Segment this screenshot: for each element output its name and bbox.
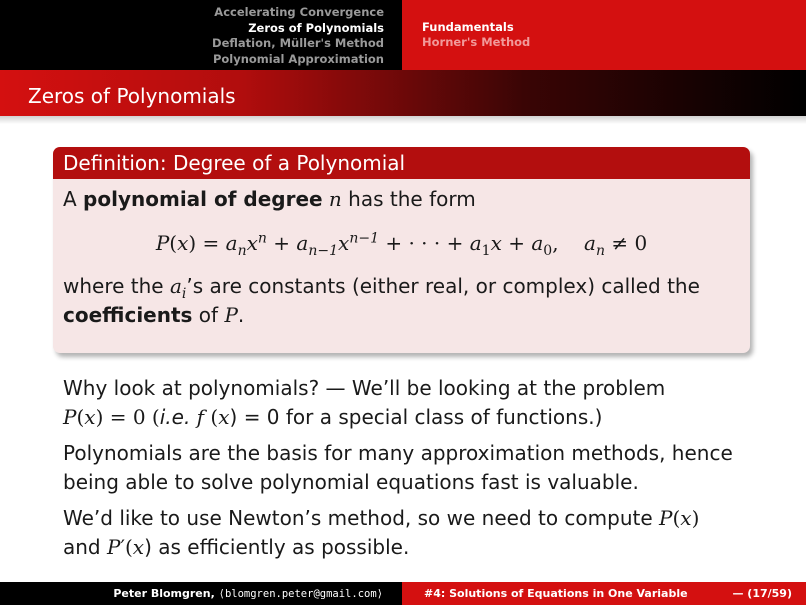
- header-sections: [0, 0, 402, 70]
- text: where the: [63, 274, 170, 298]
- subsection-nav: [422, 20, 530, 50]
- definition-title: Definition: Degree of a Polynomial: [53, 147, 750, 179]
- definition-line-2: [63, 272, 740, 301]
- paragraph-basis: Polynomials are the basis for many approximation methods, hence being able to solve polynomial equations fast is valuable.: [63, 441, 733, 494]
- text: i.e.: [159, 405, 191, 429]
- text: Why look at polynomials? — We’ll be looking at the problem: [63, 376, 666, 400]
- math: x: [84, 405, 96, 429]
- footer-page-number: — (17/59): [732, 587, 792, 600]
- term-polynomial-of-degree: polynomial of degree: [83, 187, 323, 211]
- math: f: [190, 405, 205, 429]
- slide-body: [63, 374, 753, 569]
- math-n: n: [322, 187, 342, 211]
- math: ′(: [120, 535, 133, 559]
- email-bracket-close: ⟩: [376, 588, 383, 600]
- text: ’s are constants (either real, or complex) called the: [186, 274, 700, 298]
- frame-title-bar: [0, 70, 806, 116]
- math: ) = 0 (: [95, 405, 160, 429]
- paragraph-newton: [63, 504, 753, 562]
- nav-subsection-fundamentals[interactable]: Fundamentals: [422, 20, 514, 34]
- definition-line-3: [63, 301, 740, 330]
- term-coefficients: coefficients: [63, 303, 193, 327]
- math-a: a: [169, 274, 182, 298]
- author-name: Peter Blomgren,: [113, 587, 215, 600]
- nav-section-deflation-muller[interactable]: Deflation, Müller's Method: [212, 36, 384, 50]
- footer-talk-area: [402, 582, 806, 605]
- math: P: [106, 535, 121, 559]
- text: has the form: [341, 187, 476, 211]
- author-email[interactable]: blomgren.peter@gmail.com: [224, 588, 377, 600]
- math: P: [63, 405, 77, 429]
- footer-author: [113, 582, 383, 606]
- text: ) = 0 for a special class of functions.): [229, 405, 603, 429]
- text: A: [63, 187, 84, 211]
- definition-body: [53, 179, 750, 330]
- math: ): [691, 506, 700, 530]
- text: We’d like to use Newton’s method, so we need to compute: [63, 506, 660, 530]
- polynomial-equation: $P(x) = a_nx^n + a_{n-1}x^{n-1}$ + · · · + $a_1x + a_0$, $a_n \ne 0$: [155, 230, 648, 259]
- footer-talk-title: #4: Solutions of Equations in One Variable: [424, 587, 688, 600]
- footer-author-area: [0, 582, 402, 605]
- math: (: [76, 405, 85, 429]
- title-shadow: [0, 116, 806, 124]
- text: of: [192, 303, 225, 327]
- text: ) as efficiently as possible.: [144, 535, 410, 559]
- math: x: [132, 535, 145, 559]
- section-nav: [212, 5, 384, 67]
- math: x: [680, 506, 692, 530]
- math: x: [218, 405, 230, 429]
- nav-section-polynomial-approximation[interactable]: Polynomial Approximation: [212, 51, 384, 66]
- math: (: [204, 405, 219, 429]
- nav-section-zeros-of-polynomials[interactable]: Zeros of Polynomials: [248, 20, 384, 35]
- math-i: i: [181, 286, 187, 302]
- nav-subsection-horners-method[interactable]: Horner's Method: [422, 35, 531, 49]
- math-P: P: [224, 303, 238, 327]
- math: (: [672, 506, 681, 530]
- text: .: [237, 303, 245, 327]
- definition-line-1: [63, 185, 740, 214]
- math: P: [659, 506, 673, 530]
- header-subsections: [402, 0, 806, 70]
- email-bracket-open: ⟨: [218, 588, 225, 600]
- text: and: [63, 535, 107, 559]
- frame-title: Zeros of Polynomials: [28, 84, 236, 108]
- definition-block: [53, 147, 750, 353]
- paragraph-why-polynomials: [63, 374, 753, 432]
- nav-section-accelerating-convergence[interactable]: Accelerating Convergence: [214, 5, 384, 19]
- footer: [0, 582, 806, 605]
